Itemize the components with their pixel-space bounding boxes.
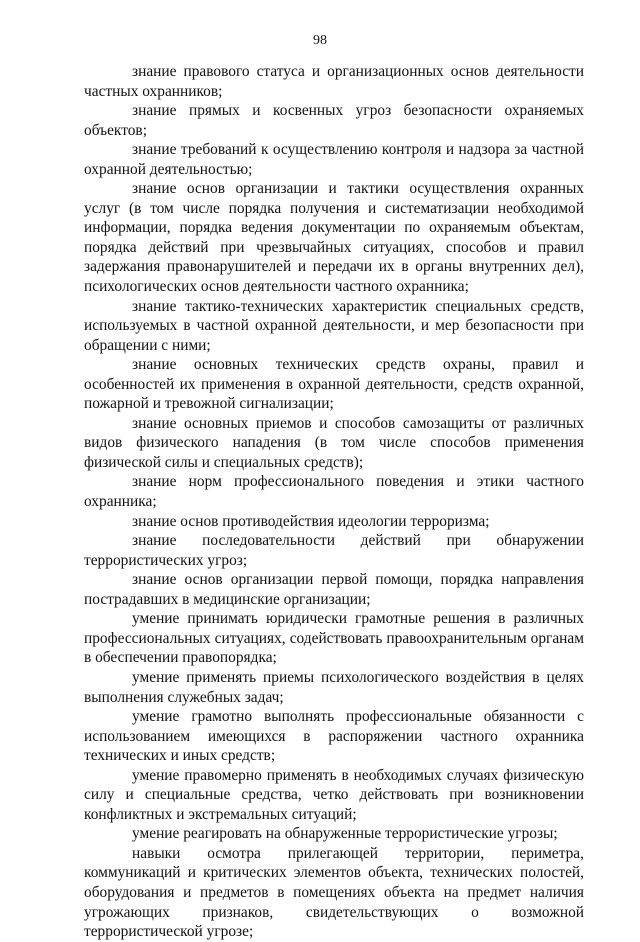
paragraph-14: умение грамотно выполнять профессиональные обязанности с использованием имеющихся в распоряжении частного охранника технических и иных средств;	[84, 708, 584, 765]
paragraph-9: знание основ противодействия идеологии терроризма;	[132, 512, 490, 530]
paragraph-12: умение принимать юридически грамотные решения в различных профессиональных ситуациях, содействовать правоохранительным органам в обеспечении правопорядка;	[84, 610, 584, 667]
paragraph-2: знание прямых и косвенных угроз безопасности охраняемых объектов;	[84, 102, 584, 139]
paragraph-5: знание тактико-технических характеристик специальных средств, используемых в частной охранной деятельности, и мер безопасности при обращении с ними;	[84, 297, 584, 354]
paragraph-8: знание норм профессионального поведения и этики частного охранника;	[84, 473, 584, 511]
paragraph-3: знание требований к осуществлению контроля и надзора за частной охранной деятельностью;	[84, 141, 584, 178]
paragraph-1: знание правового статуса и организационных основ деятельности частных охранников;	[84, 63, 584, 100]
paragraph-7: знание основных приемов и способов самозащиты от различных видов физического нападения (в том числе способов применения физической силы и специальных средств);	[84, 414, 584, 471]
paragraph-15: умение правомерно применять в необходимых случаях физическую силу и специальные средства, четко действовать при возникновении конфликтных и экстремальных ситуаций;	[84, 766, 584, 823]
document-body	[84, 62, 584, 942]
paragraph-17: навыки осмотра прилегающей территории, периметра, коммуникаций и критических элементов объекта, технических полостей, оборудования и предметов в помещениях объекта на предмет наличия угрожающих признаков, свидетельствующих о возможной террористической угрозе;	[84, 844, 584, 941]
paragraph-13: умение применять приемы психологического воздействия в целях выполнения служебных задач;	[84, 668, 584, 706]
paragraph-6: знание основных технических средств охраны, правил и особенностей их применения в охранной деятельности, средств охранной, пожарной и тревожной сигнализации;	[84, 356, 584, 413]
paragraph-10: знание последовательности действий при обнаружении террористических угроз;	[84, 532, 584, 569]
paragraph-16: умение реагировать на обнаруженные террористические угрозы;	[132, 825, 558, 843]
paragraph-11: знание основ организации первой помощи, порядка направления пострадавших в медицинские организации;	[84, 571, 584, 608]
paragraph-4: знание основ организации и тактики осуществления охранных услуг (в том числе порядка получения и систематизации необходимой информации, порядка ведения документации по охраняемым объектам, порядка действий при чрезвычайных ситуациях, способов и правил задержания правонарушителей и передачи их в органы внутренних дел), психологических основ деятельности частного охранника;	[84, 180, 584, 296]
page-number: 98	[313, 33, 327, 48]
